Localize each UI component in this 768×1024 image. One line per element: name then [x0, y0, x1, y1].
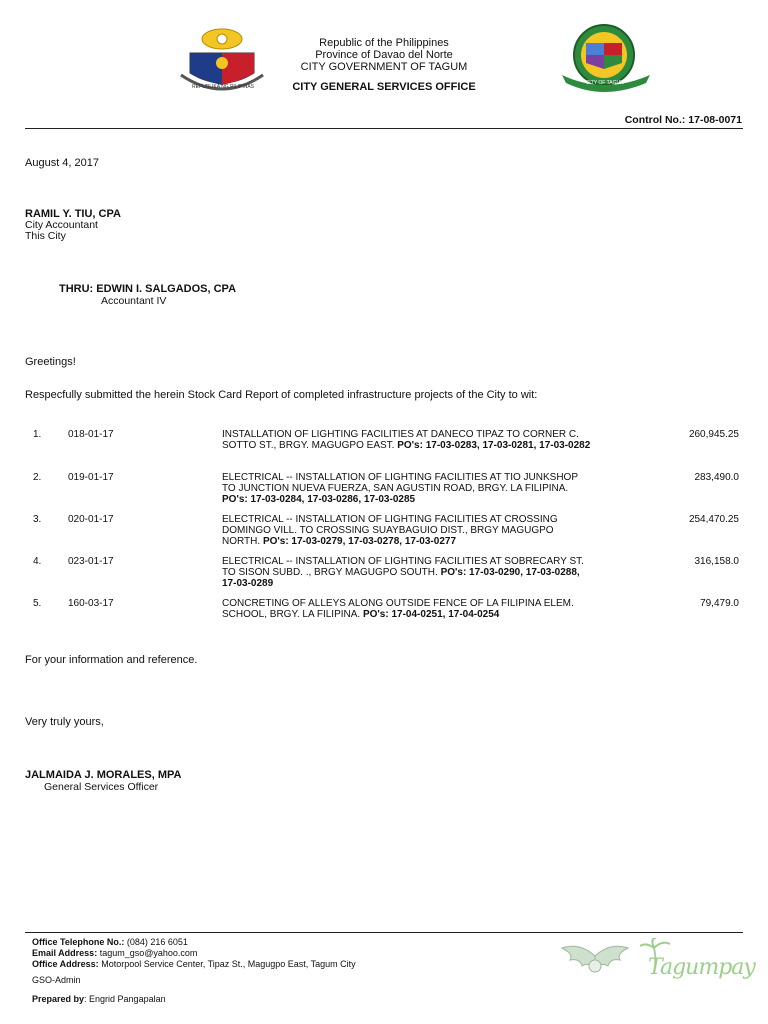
seal-left-text: REPUBLIKA NG PILIPINAS — [192, 84, 254, 90]
closing-reference: For your information and reference. — [25, 654, 198, 666]
addressee-place: This City — [25, 230, 66, 242]
email-label: Email Address: — [32, 948, 98, 958]
thru-title: Accountant IV — [101, 295, 167, 307]
item-code: 018-01-17 — [68, 429, 114, 440]
signatory-name: JALMAIDA J. MORALES, MPA — [25, 769, 182, 781]
addressee-name: RAMIL Y. TIU, CPA — [25, 208, 121, 220]
closing: Very truly yours, — [25, 716, 104, 728]
prepared-by — [32, 994, 166, 1005]
item-number: 2. — [33, 472, 42, 483]
item-description: CONCRETING OF ALLEYS ALONG OUTSIDE FENCE OF LA FILIPINA ELEM. SCHOOL, BRGY. LA FILIPINA. PO's: 17-04-0251, 17-04-0254 — [222, 598, 574, 620]
item-pos: PO's: 17-03-0284, 17-03-0286, 17-03-0285 — [222, 494, 416, 505]
addressee-block — [25, 209, 121, 242]
wings-logo-icon — [560, 938, 630, 990]
tagumpay-brand: Tagumpay — [648, 955, 755, 980]
item-amount: 283,490.0 — [694, 472, 739, 483]
tel-label: Office Telephone No.: — [32, 937, 125, 947]
item-amount: 79,479.0 — [700, 598, 739, 609]
header-divider — [25, 128, 743, 129]
item-pos: PO's: 17-03-0290, 17-03-0288, 17-03-0289 — [222, 567, 580, 589]
footer-divider — [25, 932, 743, 933]
address-label: Office Address: — [32, 959, 99, 969]
letter-date: August 4, 2017 — [25, 157, 100, 169]
header-line2: Province of Davao del Norte — [315, 49, 453, 61]
item-amount: 260,945.25 — [688, 429, 739, 440]
intro-text: Respecfully submitted the herein Stock Card Report of completed infrastructure projects of the City to wit: — [25, 389, 538, 401]
header-line3: CITY GOVERNMENT OF TAGUM — [300, 61, 468, 73]
thru-block — [59, 283, 236, 307]
thru-name: EDWIN I. SALGADOS, CPA — [96, 283, 237, 295]
item-number: 4. — [33, 556, 42, 567]
item-description: ELECTRICAL -- INSTALLATION OF LIGHTING FACILITIES AT CROSSING DOMINGO VILL. TO CROSSING SUAYBAGUIO DIST., BRGY MAGUGPO NORTH. PO's: 17-03-0279, 17-03-0278, 17-03-0277 — [222, 514, 558, 547]
item-amount: 316,158.0 — [694, 556, 739, 567]
seal-right-text: CITY OF TAGUM — [585, 80, 625, 86]
item-pos: PO's: 17-03-0279, 17-03-0278, 17-03-0277 — [262, 536, 457, 547]
item-description: INSTALLATION OF LIGHTING FACILITIES AT DANECO TIPAZ TO CORNER C. SOTTO ST., BRGY. MAGUGPO EAST. PO's: 17-03-0283, 17-03-0281, 17-03-0282 — [222, 429, 591, 451]
office-title: CITY GENERAL SERVICES OFFICE — [292, 81, 476, 93]
thru-label: THRU: — [59, 283, 94, 295]
item-description: ELECTRICAL -- INSTALLATION OF LIGHTING FACILITIES AT SOBRECARY ST. TO SISON SUBD. ., BRGY MAGUGPO SOUTH. PO's: 17-03-0290, 17-03-0288, 17-03-0289 — [222, 556, 584, 589]
footer-contact — [32, 937, 356, 970]
tel-value: (084) 216 6051 — [126, 937, 188, 947]
prepared-label: Prepared by — [32, 994, 85, 1004]
control-value: 17-08-0071 — [688, 114, 742, 126]
item-code: 019-01-17 — [68, 472, 114, 483]
address-value: Motorpool Service Center, Tipaz St., Magugpo East, Tagum City — [101, 959, 356, 969]
item-code: 023-01-17 — [68, 556, 114, 567]
item-number: 3. — [33, 514, 42, 525]
signatory-title: General Services Officer — [44, 781, 159, 793]
addressee-title: City Accountant — [25, 219, 98, 231]
header-line1: Republic of the Philippines — [319, 37, 449, 49]
item-number: 5. — [33, 598, 42, 609]
item-code: 160-03-17 — [68, 598, 114, 609]
item-pos: PO's: 17-03-0283, 17-03-0281, 17-03-0282 — [397, 440, 591, 451]
item-pos: PO's: 17-04-0251, 17-04-0254 — [362, 609, 500, 620]
item-code: 020-01-17 — [68, 514, 114, 525]
signature-block — [25, 769, 181, 793]
prepared-value: : Engrid Pangapalan — [84, 994, 166, 1004]
greeting: Greetings! — [25, 356, 76, 368]
control-label: Control No.: — [624, 114, 686, 126]
control-number — [625, 114, 742, 126]
item-description: ELECTRICAL -- INSTALLATION OF LIGHTING FACILITIES AT TIO JUNKSHOP TO JUNCTION NUEVA FUERZA, SAN AGUSTIN ROAD, BRGY. LA FILIPINA. PO's: 17-03-0284, 17-03-0286, 17-03-0285 — [222, 472, 578, 505]
item-amount: 254,470.25 — [688, 514, 739, 525]
footer-dept: GSO-Admin — [32, 975, 81, 985]
item-number: 1. — [33, 429, 42, 440]
header-block — [230, 37, 538, 93]
email-value: tagum_gso@yahoo.com — [99, 948, 198, 958]
